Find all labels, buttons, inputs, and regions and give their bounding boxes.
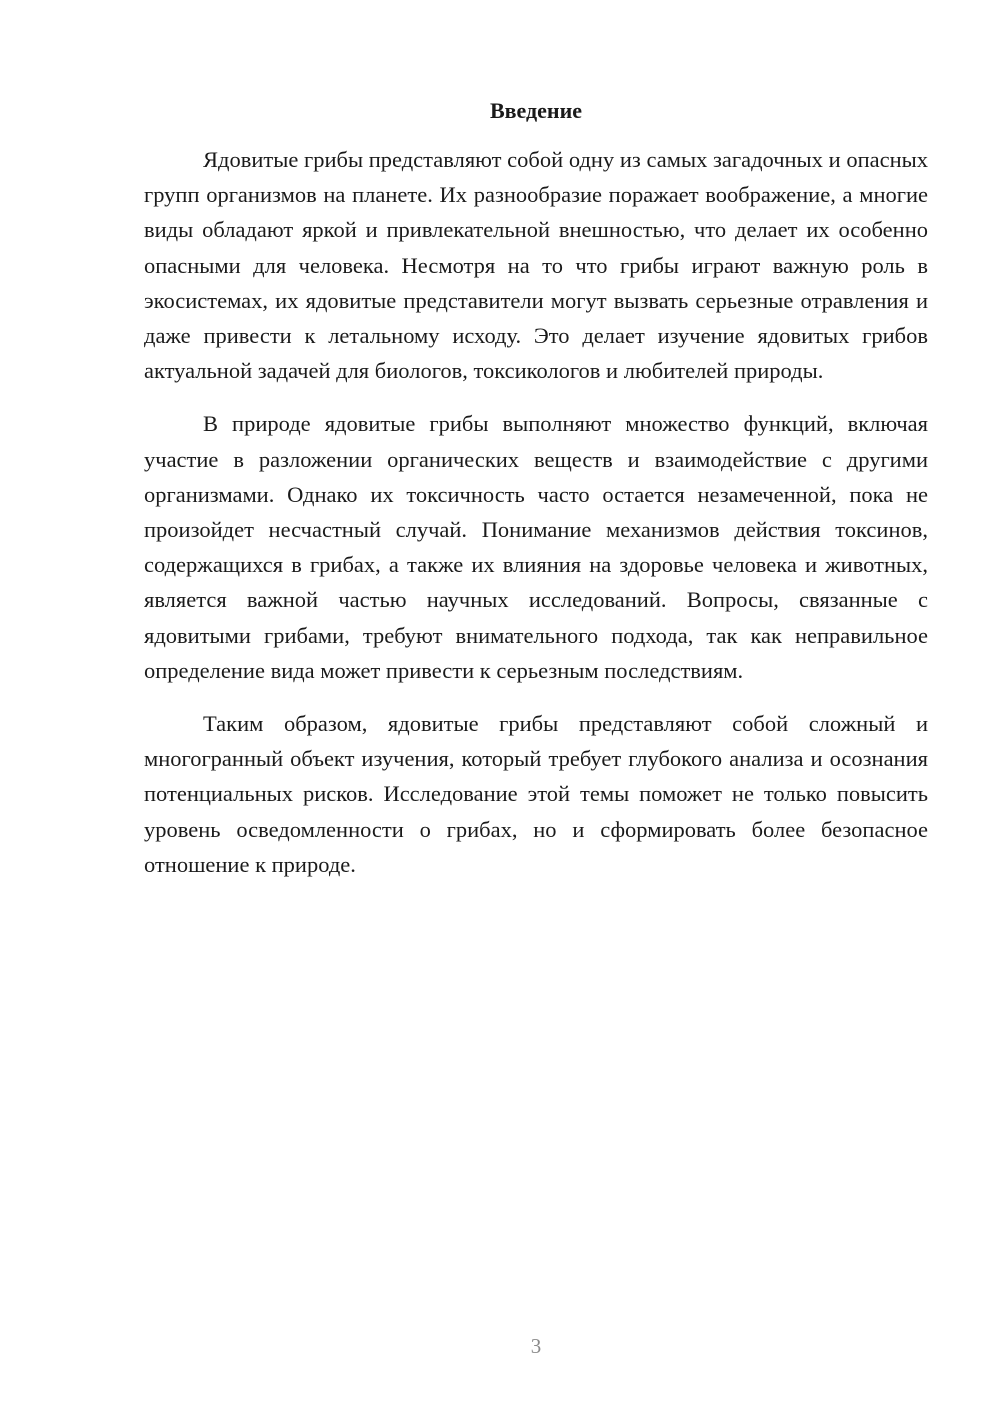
body-text	[144, 142, 928, 900]
paragraph-conclusion: Таким образом, ядовитые грибы представляют собой сложный и многогранный объект изучения, который требует глубокого анализа и осознания потенциальных рисков. Исследование этой темы поможет не только повысить уровень осведомленности о грибах, но и сформировать более безопасное отношение к природе.	[144, 711, 928, 877]
page-number: 3	[530, 1334, 542, 1358]
paragraph-functions: В природе ядовитые грибы выполняют множество функций, включая участие в разложении органических веществ и взаимодействие с другими организмами. Однако их токсичность часто остается незамеченной, пока не произойдет несчастный случай. Понимание механизмов действия токсинов, содержащихся в грибах, а также их влияния на здоровье человека и животных, является важной частью научных исследований. Вопросы, связанные с ядовитыми грибами, требуют внимательного подхода, так как неправильное определение вида может привести к серьезным последствиям.	[144, 411, 928, 683]
paragraph-intro: Ядовитые грибы представляют собой одну из самых загадочных и опасных групп организмов на планете. Их разнообразие поражает воображение, а многие виды обладают яркой и привлекательной внешностью, что делает их особенно опасными для человека. Несмотря на то что грибы играют важную роль в экосистемах, их ядовитые представители могут вызвать серьезные отравления и даже привести к летальному исходу. Это делает изучение ядовитых грибов актуальной задачей для биологов, токсикологов и любителей природы.	[144, 147, 928, 384]
section-title: Введение	[489, 98, 583, 123]
